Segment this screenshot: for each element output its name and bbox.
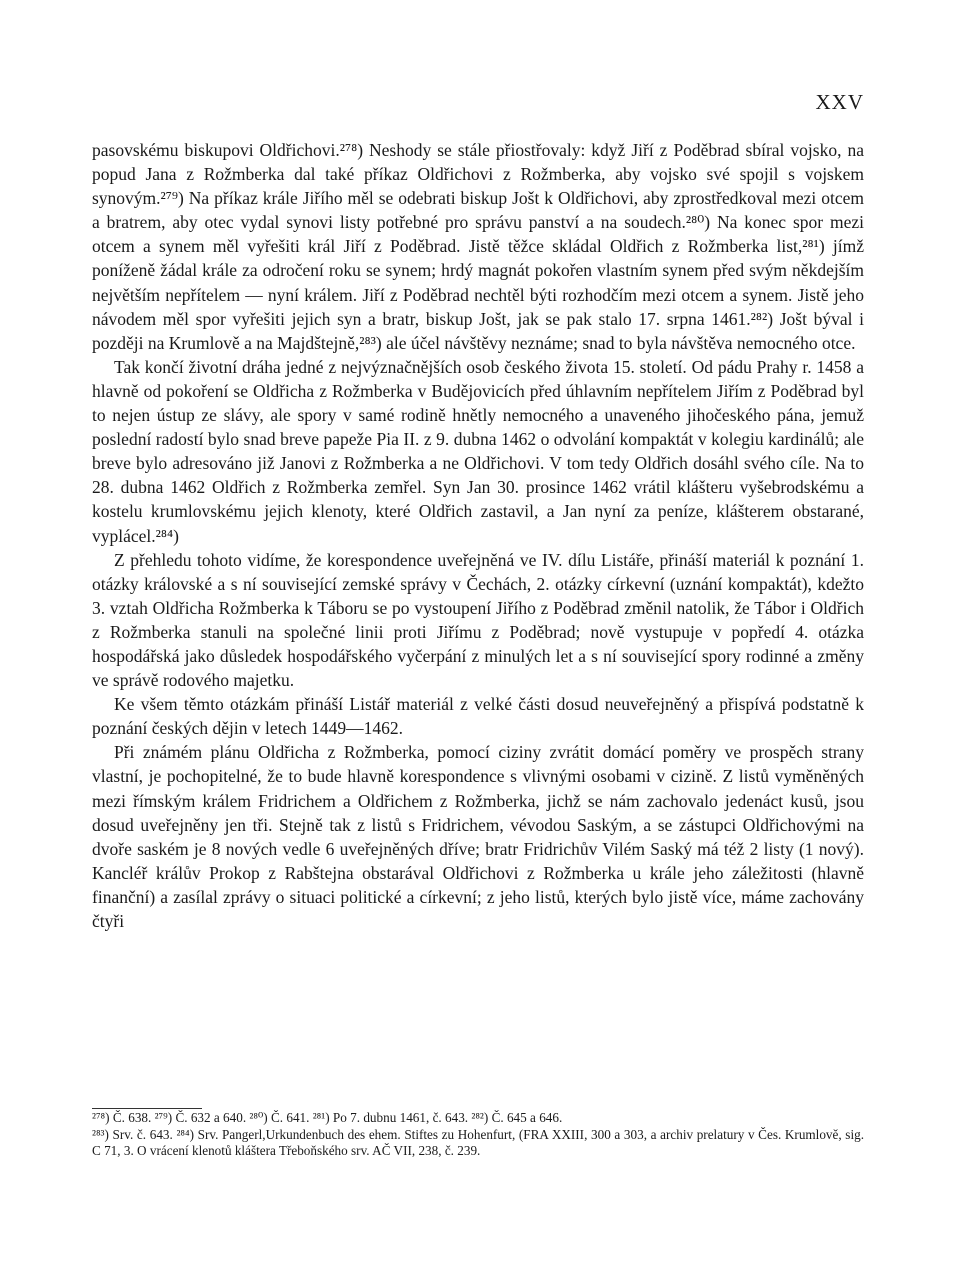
paragraph: Z přehledu tohoto vidíme, že korespondence uveřejněná ve IV. dílu Listáře, přináší materiál k poznání 1. otázky královské a s ní související zemské správy v Čechách, 2. otázky církevní (uznání kompaktát), kdežto 3. vztah Oldřicha Rožmberka k Táboru se po vystoupení Jiřího z Poděbrad změnil natolik, že Tábor i Oldřich z Rožmberka stanuli na společné linii proti Jiřímu z Poděbrad; nově vystupuje v popředí 4. otázka hospodářská jako důsledek hospodářského vyčerpání z minulých let a s ní související spory rodinné a změny ve správě rodového majetku. bbox=[92, 549, 864, 691]
footnote-separator bbox=[92, 1108, 202, 1109]
page-number: XXV bbox=[815, 90, 864, 114]
paragraph: Tak končí životní dráha jedné z nejvýznačnějších osob českého života 15. století. Od pádu Prahy r. 1458 a hlavně od pokoření se Oldřicha z Rožmberka v Budějovicích před úhlavním nepřítelem Jiřím z Poděbrad byl to nejen ústup ze slávy, ale spory v samé rodině hnětly nemocného a unaveného jihočeského pána, jemuž poslední radostí bylo snad breve papeže Pia II. z 9. dubna 1462 o odvolání kompaktát v kolegiu kardinálů; ale breve bylo adresováno již Janovi z Rožmberka a ne Oldřichovi. V tom tedy Oldřich dosáhl svého cíle. Na to 28. dubna 1462 Oldřich z Rožmberka zemřel. Syn Jan 30. prosince 1462 vrátil klášteru vyšebrodskému a kostelu krumlovskému jejich klenoty, které Oldřich zastavil, a Jan nyní za peníze, klášterem obstarané, vyplácel.²⁸⁴) bbox=[92, 356, 864, 546]
paragraph: pasovskému biskupovi Oldřichovi.²⁷⁸) Neshody se stále přiostřovaly: když Jiří z Poděbrad sbíral vojsko, na popud Jana z Rožmberka dal také příkaz Oldřichovi z Rožmberka, aby vojsko své spojil s vojskem synovým.²⁷⁹) Na příkaz krále Jiřího měl se odebrati biskup Jošt k Oldřichovi, aby zprostředkoval mezi otcem a bratrem, aby otec vydal synovi listy potřebné pro správu panství a na soudech.²⁸⁰) Na konec spor mezi otcem a synem měl vyřešiti král Jiří z Poděbrad. Jistě těžce skládal Oldřich z Rožmberka list,²⁸¹) jímž poníženě žádal krále za odročení roku se synem; hrdý magnát pokořen vlastním synem před svým někdejším největším nepřítelem — nyní králem. Jiří z Poděbrad nechtěl býti rozhodčím mezi otcem a synem. Jistě jeho návodem měl spor vyřešiti jejich syn a bratr, biskup Jošt, jak se pak stalo 17. srpna 1461.²⁸²) Jošt býval i později na Krumlově a na Majdštejně,²⁸³) ale účel návštěvy neznáme; snad to byla návštěva nemocného otce. bbox=[92, 140, 864, 353]
body-text bbox=[92, 138, 864, 933]
book-page bbox=[92, 0, 864, 1264]
paragraph: Při známém plánu Oldřicha z Rožmberka, pomocí ciziny zvrátit domácí poměry ve prospěch strany vlastní, je pochopitelné, že to bude hlavně korespondence s vlivnými osobami v cizině. Z listů vyměněných mezi římským králem Fridrichem a Oldřichem z Rožmberka, jichž se nám zachovalo jedenáct kusů, jsou dosud uveřejněny jen tři. Stejně tak z listů s Fridrichem, vévodou Saským, a se zástupci Oldřichovými na dvoře saském je 8 nových vedle 6 uveřejněných dříve; bratr Fridrichův Vilém Saský má též 2 listy (1 nový). Kancléř králův Prokop z Rabštejna obstarával Oldřichovi z Rožmberka u krále jeho záležitosti (hlavně finanční) a zasílal zprávy o situaci politické a církevní; z jeho listů, kterých bylo jistě více, máme zachovány čtyři bbox=[92, 742, 864, 931]
footnotes bbox=[92, 1110, 864, 1160]
footnote-line: ²⁸³) Srv. č. 643. ²⁸⁴) Srv. Pangerl,Urkundenbuch des ehem. Stiftes zu Hohenfurt, (FRA XXIII, 300 a 303, a archiv prelatury v Čes. Krumlově, sig. C 71, 3. O vrácení klenotů kláštera Třeboňského srv. AČ VII, 238, č. 239. bbox=[92, 1126, 864, 1158]
paragraph: Ke všem těmto otázkám přináší Listář materiál z velké části dosud neuveřejněný a přispívá podstatně k poznání českých dějin v letech 1449—1462. bbox=[92, 694, 864, 739]
footnote-line: ²⁷⁸) Č. 638. ²⁷⁹) Č. 632 a 640. ²⁸⁰) Č. 641. ²⁸¹) Po 7. dubnu 1461, č. 643. ²⁸²) Č. 645 a 646. bbox=[92, 1110, 563, 1125]
